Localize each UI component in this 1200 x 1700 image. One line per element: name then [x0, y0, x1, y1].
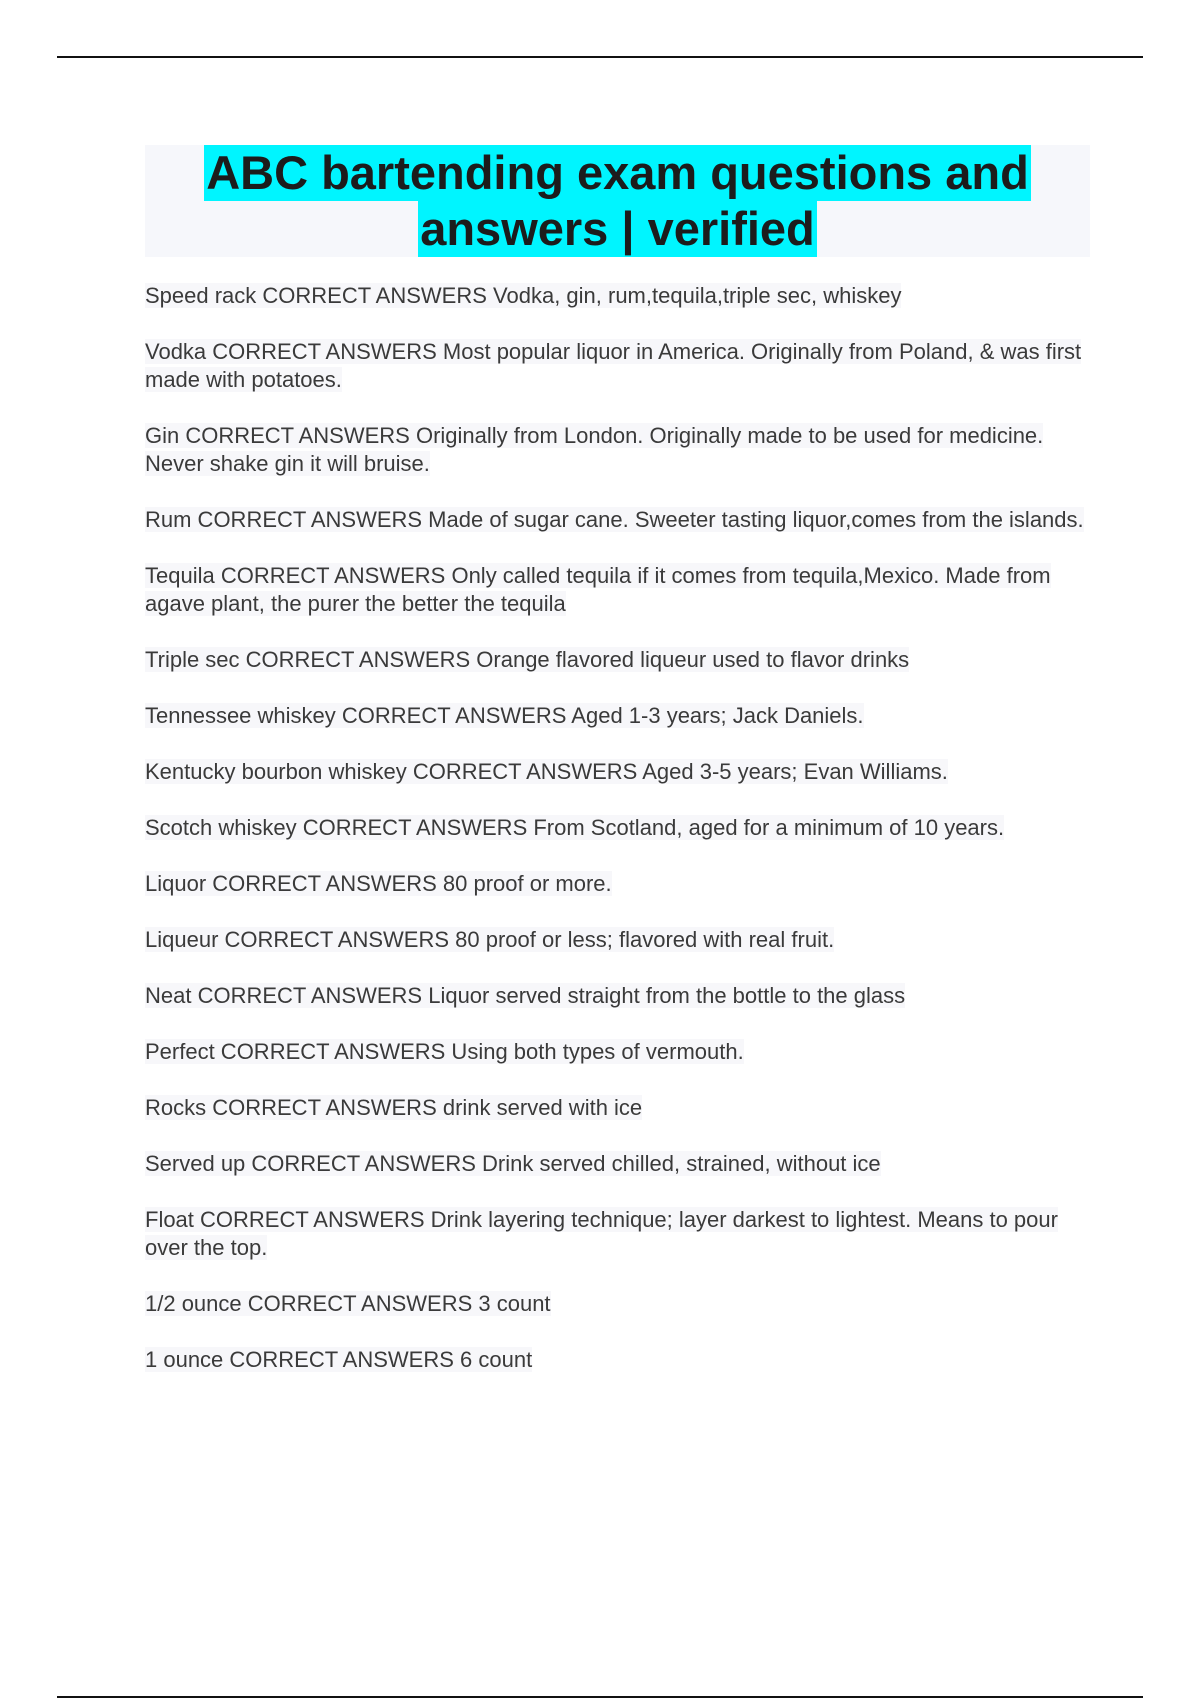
qa-entry — [145, 1094, 1090, 1122]
qa-entry — [145, 562, 1090, 618]
qa-entry-text: Tennessee whiskey CORRECT ANSWERS Aged 1-3 years; Jack Daniels. — [145, 703, 864, 728]
qa-entry — [145, 1150, 1090, 1178]
qa-entry — [145, 702, 1090, 730]
qa-entry — [145, 1206, 1090, 1262]
qa-entry — [145, 1346, 1090, 1374]
qa-entry-text: Gin CORRECT ANSWERS Originally from London. Originally made to be used for medicine. Never shake gin it will bruise. — [145, 423, 1044, 476]
qa-entry — [145, 982, 1090, 1010]
qa-list — [145, 282, 1090, 1402]
qa-entry-text: 1 ounce CORRECT ANSWERS 6 count — [145, 1347, 533, 1372]
qa-entry — [145, 1290, 1090, 1318]
qa-entry-text: Float CORRECT ANSWERS Drink layering technique; layer darkest to lightest. Means to pour over the top. — [145, 1207, 1058, 1260]
qa-entry-text: Triple sec CORRECT ANSWERS Orange flavored liqueur used to flavor drinks — [145, 647, 910, 672]
qa-entry-text: Liqueur CORRECT ANSWERS 80 proof or less; flavored with real fruit. — [145, 927, 835, 952]
header-rule — [57, 56, 1143, 58]
qa-entry — [145, 1038, 1090, 1066]
qa-entry-text: Liquor CORRECT ANSWERS 80 proof or more. — [145, 871, 612, 896]
qa-entry-text: Speed rack CORRECT ANSWERS Vodka, gin, rum,tequila,triple sec, whiskey — [145, 283, 902, 308]
document-title — [145, 145, 1090, 257]
qa-entry — [145, 646, 1090, 674]
title-line-2: answers | verified — [420, 202, 815, 255]
qa-entry-text: Scotch whiskey CORRECT ANSWERS From Scotland, aged for a minimum of 10 years. — [145, 815, 1005, 840]
qa-entry-text: 1/2 ounce CORRECT ANSWERS 3 count — [145, 1291, 551, 1316]
qa-entry-text: Rocks CORRECT ANSWERS drink served with ice — [145, 1095, 643, 1120]
qa-entry — [145, 870, 1090, 898]
qa-entry — [145, 506, 1090, 534]
qa-entry — [145, 758, 1090, 786]
title-line-1: ABC bartending exam questions and — [206, 146, 1029, 199]
qa-entry — [145, 338, 1090, 394]
qa-entry-text: Vodka CORRECT ANSWERS Most popular liquor in America. Originally from Poland, & was first made with potatoes. — [145, 339, 1082, 392]
footer-rule — [57, 1696, 1143, 1698]
qa-entry — [145, 926, 1090, 954]
qa-entry — [145, 422, 1090, 478]
qa-entry-text: Kentucky bourbon whiskey CORRECT ANSWERS Aged 3-5 years; Evan Williams. — [145, 759, 948, 784]
qa-entry-text: Perfect CORRECT ANSWERS Using both types of vermouth. — [145, 1039, 744, 1064]
qa-entry-text: Rum CORRECT ANSWERS Made of sugar cane. Sweeter tasting liquor,comes from the islands. — [145, 507, 1084, 532]
qa-entry-text: Tequila CORRECT ANSWERS Only called tequila if it comes from tequila,Mexico. Made from agave plant, the purer the better the tequila — [145, 563, 1051, 616]
qa-entry — [145, 814, 1090, 842]
qa-entry-text: Neat CORRECT ANSWERS Liquor served straight from the bottle to the glass — [145, 983, 906, 1008]
qa-entry — [145, 282, 1090, 310]
qa-entry-text: Served up CORRECT ANSWERS Drink served chilled, strained, without ice — [145, 1151, 881, 1176]
